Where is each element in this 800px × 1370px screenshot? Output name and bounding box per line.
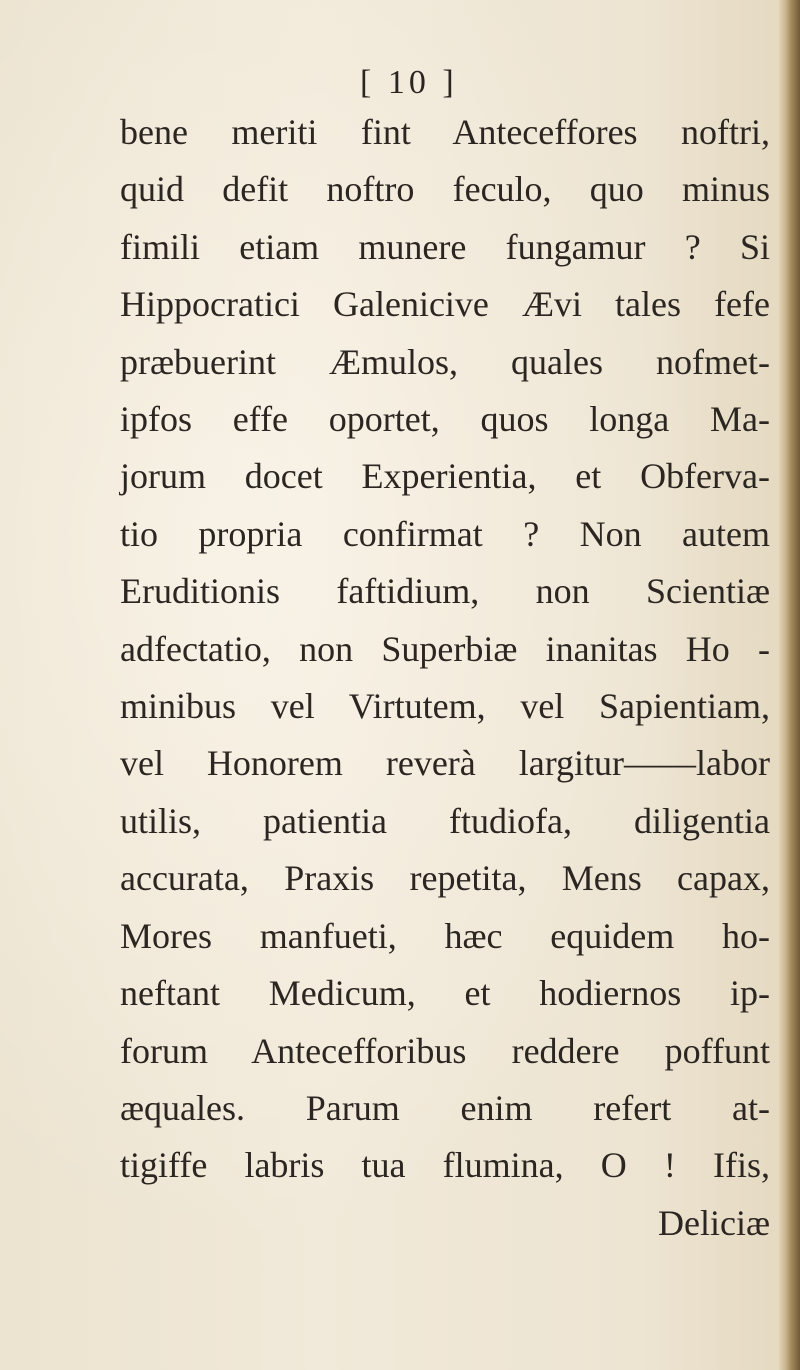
text-line: utilis, patientia ftudiofa, diligentia [120, 800, 770, 841]
text-line: præbuerint Æmulos, quales nofmet- [120, 341, 770, 382]
text-line: adfectatio, non Superbiæ inanitas Ho - [120, 628, 770, 669]
page-number-header: [ 10 ] [360, 64, 458, 101]
text-line: bene meriti fint Anteceffores noftri, [120, 112, 770, 152]
text-line: Mores manfueti, hæc equidem ho- [120, 915, 770, 956]
page-edge-shadow [778, 0, 800, 1370]
text-line: æquales. Parum enim refert at- [120, 1087, 770, 1128]
text-line: neftant Medicum, et hodiernos ip- [120, 973, 770, 1014]
body-text [120, 104, 770, 1252]
text-line: Eruditionis faftidium, non Scientiæ [120, 571, 770, 612]
text-line: accurata, Praxis repetita, Mens capax, [120, 858, 770, 899]
text-line: ipfos effe oportet, quos longa Ma- [120, 399, 770, 440]
catchword: Deliciæ [658, 1202, 770, 1243]
text-line: tigiffe labris tua flumina, O ! Ifis, [120, 1145, 770, 1186]
text-line: tio propria confirmat ? Non autem [120, 513, 770, 554]
text-line: forum Antecefforibus reddere poffunt [120, 1030, 770, 1071]
text-line: jorum docet Experientia, et Obferva- [120, 456, 770, 497]
text-line: vel Honorem reverà largitur——labor [120, 743, 770, 784]
text-line: Hippocratici Galenicive Ævi tales fefe [120, 284, 770, 325]
text-line: fimili etiam munere fungamur ? Si [120, 226, 770, 267]
text-line: minibus vel Virtutem, vel Sapientiam, [120, 686, 770, 727]
text-line: quid defit noftro feculo, quo minus [120, 169, 770, 210]
